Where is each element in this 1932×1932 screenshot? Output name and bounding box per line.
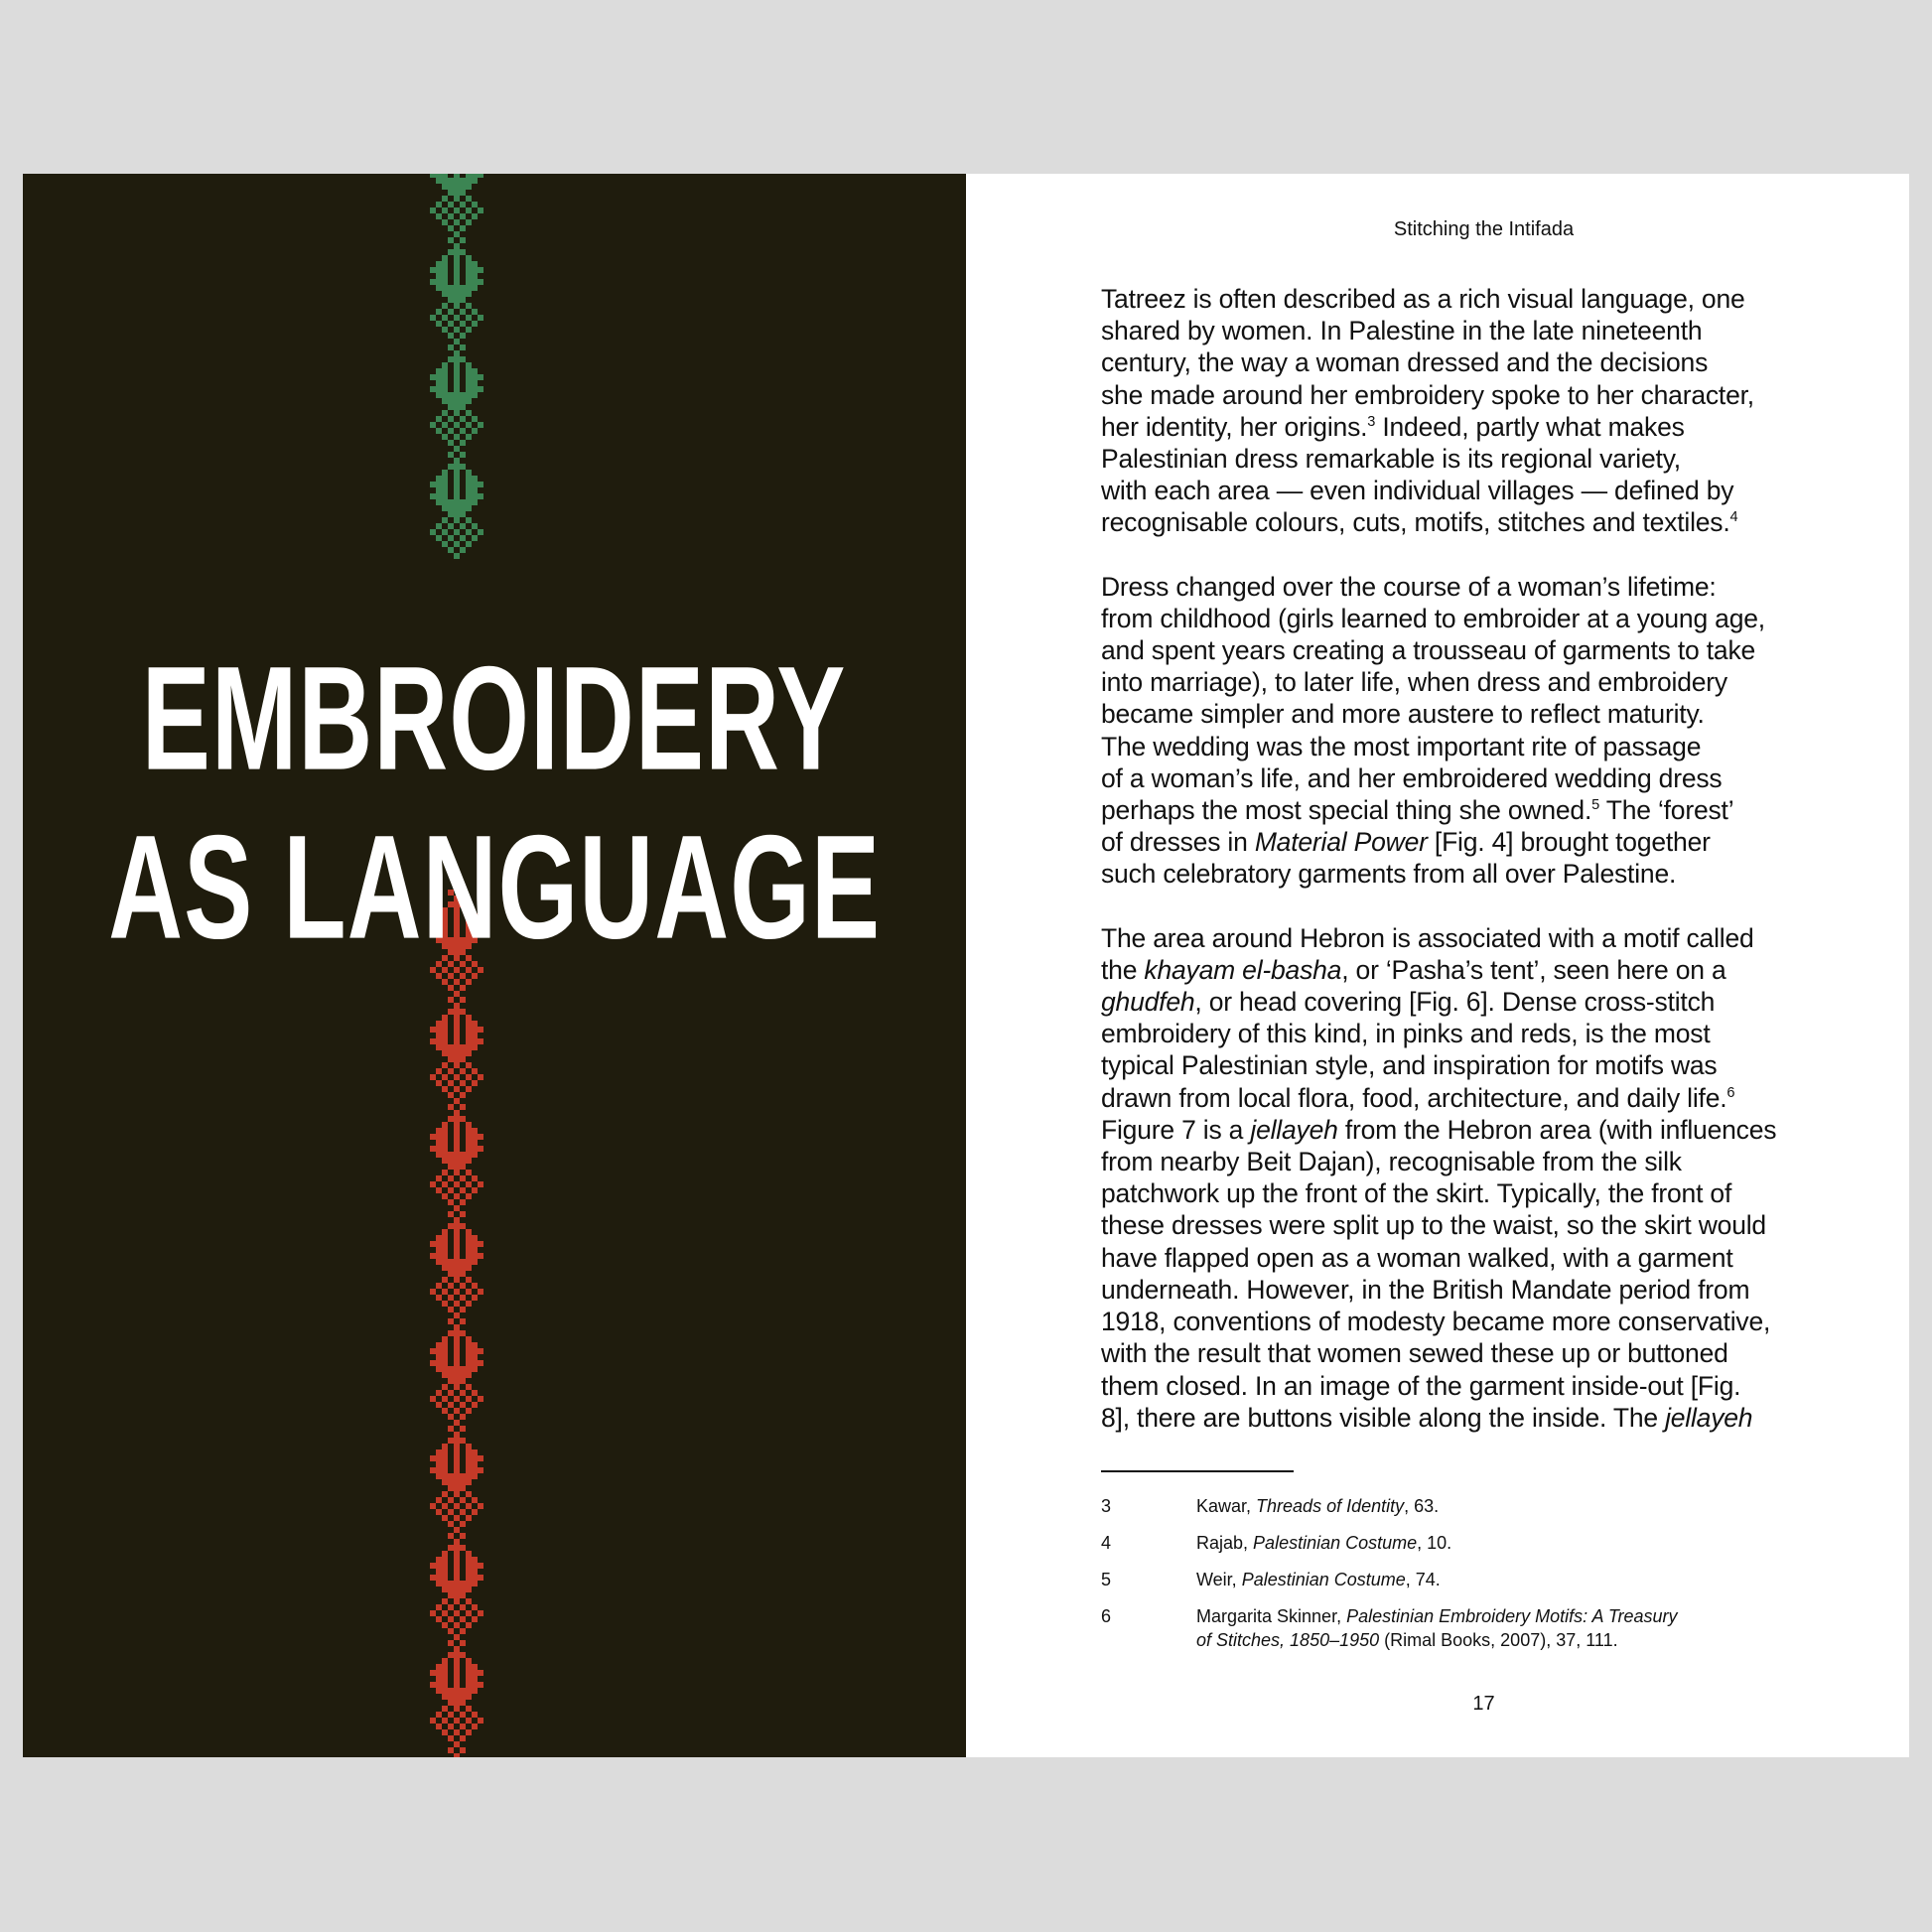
green-cross-stitch-motif	[430, 339, 483, 452]
paragraph-line	[1101, 603, 1856, 634]
text-segment: and spent years creating a trousseau of garments to take	[1101, 635, 1756, 666]
italic-text: jellayeh	[1250, 1114, 1338, 1145]
text-segment: she made around her embroidery spoke to her character,	[1101, 379, 1754, 410]
footnote-line	[1196, 1604, 1816, 1628]
footnote-text	[1196, 1531, 1816, 1555]
text-segment: shared by women. In Palestine in the late nineteenth	[1101, 316, 1703, 346]
red-cross-stitch-motif	[430, 1205, 483, 1318]
text-segment: of a woman’s life, and her embroidered wedding dress	[1101, 762, 1723, 793]
footnote-text	[1196, 1494, 1816, 1518]
text-segment: Figure 7 is a	[1101, 1114, 1251, 1145]
text-segment: Weir,	[1196, 1570, 1242, 1589]
paragraph-line	[1101, 411, 1856, 443]
footnote-number: 4	[1101, 1533, 1112, 1553]
paragraph-line	[1101, 698, 1856, 730]
paragraph-line	[1101, 475, 1856, 506]
paragraph-line	[1101, 1018, 1856, 1049]
footnote-ref: 4	[1729, 509, 1738, 526]
italic-text: khayam el-basha	[1144, 954, 1342, 985]
text-segment: from the Hebron area (with influences	[1337, 1114, 1777, 1145]
footnote-number: 3	[1101, 1496, 1112, 1516]
text-segment: perhaps the most special thing she owned.	[1101, 795, 1592, 826]
paragraph-line	[1101, 283, 1856, 315]
text-segment: The ‘forest’	[1599, 795, 1734, 826]
page-number: 17	[1472, 1693, 1495, 1715]
paragraph-line	[1101, 1370, 1856, 1402]
text-segment: them closed. In an image of the garment inside-out [Fig.	[1101, 1370, 1741, 1401]
footnote	[1101, 1604, 1816, 1652]
paragraph-line	[1101, 379, 1856, 411]
text-segment: Palestinian dress remarkable is its regional variety,	[1101, 444, 1681, 475]
paragraph-line	[1101, 1402, 1856, 1434]
italic-text: Material Power	[1254, 827, 1428, 858]
paragraph-line	[1101, 1274, 1856, 1306]
right-page	[966, 174, 1909, 1757]
footnote-number: 6	[1101, 1606, 1112, 1626]
footnote-ref: 5	[1591, 796, 1600, 813]
paragraph-line	[1101, 346, 1856, 378]
body-paragraph	[1101, 571, 1856, 891]
footnote-line	[1196, 1531, 1816, 1555]
text-segment: such celebratory garments from all over Palestine.	[1101, 859, 1677, 890]
left-page	[23, 174, 966, 1757]
body-text	[1101, 283, 1856, 1465]
text-segment: , 63.	[1404, 1496, 1440, 1516]
italic-text: jellayeh	[1665, 1402, 1753, 1433]
green-cross-stitch-motif	[430, 231, 483, 345]
footnote-number: 5	[1101, 1570, 1112, 1589]
paragraph-line	[1101, 571, 1856, 603]
paragraph-line	[1101, 315, 1856, 346]
text-segment: the	[1101, 954, 1145, 985]
text-segment: 1918, conventions of modesty became more conservative,	[1101, 1307, 1771, 1337]
body-paragraph	[1101, 922, 1856, 1434]
footnote-rule	[1101, 1470, 1294, 1472]
text-segment: Indeed, partly what makes	[1375, 411, 1685, 442]
text-segment: [Fig. 4] brought together	[1427, 827, 1711, 858]
italic-text: Palestinian Costume	[1241, 1570, 1406, 1589]
paragraph-line	[1101, 1337, 1856, 1369]
text-segment: these dresses were split up to the waist, so the skirt would	[1101, 1210, 1766, 1241]
running-head: Stitching the Intifada	[1393, 218, 1575, 240]
footnote	[1101, 1568, 1816, 1591]
paragraph-line	[1101, 443, 1856, 475]
footnote-text	[1196, 1604, 1816, 1652]
paragraph-line	[1101, 826, 1856, 858]
book-spread	[23, 174, 1909, 1757]
text-segment: The wedding was the most important rite of passage	[1101, 731, 1702, 761]
text-segment: (Rimal Books, 2007), 37, 111.	[1379, 1630, 1618, 1650]
text-segment: embroidery of this kind, in pinks and reds, is the most	[1101, 1019, 1711, 1049]
footnotes	[1101, 1494, 1816, 1665]
green-cross-stitch-motif	[430, 174, 483, 237]
heading-line-2: AS LANGUAGE	[107, 805, 881, 971]
text-segment: Margarita Skinner,	[1196, 1606, 1347, 1626]
text-segment: century, the way a woman dressed and the decisions	[1101, 347, 1709, 378]
paragraph-line	[1101, 1049, 1856, 1081]
text-segment: The area around Hebron is associated with a motif called	[1101, 922, 1754, 953]
paragraph-line	[1101, 1082, 1856, 1114]
text-segment: Kawar,	[1196, 1496, 1257, 1516]
italic-text: of Stitches, 1850–1950	[1196, 1630, 1380, 1650]
footnote-line	[1196, 1628, 1816, 1652]
section-heading	[23, 566, 966, 1042]
text-segment: , 74.	[1405, 1570, 1441, 1589]
green-cross-stitch-motif	[430, 446, 483, 559]
text-segment: her identity, her origins.	[1101, 411, 1368, 442]
text-segment: Tatreez is often described as a rich visual language, one	[1101, 284, 1745, 314]
text-segment: Rajab,	[1196, 1533, 1254, 1553]
text-segment: from childhood (girls learned to embroider at a young age,	[1101, 603, 1765, 633]
paragraph-line	[1101, 986, 1856, 1018]
text-segment: with the result that women sewed these up or buttoned	[1101, 1338, 1728, 1369]
text-segment: from nearby Beit Dajan), recognisable from the silk	[1101, 1147, 1682, 1177]
text-segment: , 10.	[1417, 1533, 1452, 1553]
heading-line-1: EMBROIDERY	[142, 636, 847, 802]
paragraph-line	[1101, 1209, 1856, 1241]
italic-text: Palestinian Costume	[1253, 1533, 1418, 1553]
text-segment: , or ‘Pasha’s tent’, seen here on a	[1341, 954, 1726, 985]
footnote-line	[1196, 1494, 1816, 1518]
paragraph-line	[1101, 954, 1856, 986]
text-segment: patchwork up the front of the skirt. Typically, the front of	[1101, 1178, 1732, 1209]
paragraph-line	[1101, 666, 1856, 698]
italic-text: Threads of Identity	[1256, 1496, 1405, 1516]
paragraph-line	[1101, 858, 1856, 890]
red-cross-stitch-motif	[430, 1098, 483, 1211]
text-segment: 8], there are buttons visible along the inside. The	[1101, 1402, 1666, 1433]
paragraph-line	[1101, 1177, 1856, 1209]
text-segment: Dress changed over the course of a woman’s lifetime:	[1101, 571, 1717, 602]
text-segment: with each area — even individual villages — defined by	[1101, 476, 1734, 506]
paragraph-line	[1101, 1114, 1856, 1146]
body-paragraph	[1101, 283, 1856, 539]
red-cross-stitch-motif	[430, 1527, 483, 1640]
text-segment: recognisable colours, cuts, motifs, stitches and textiles.	[1101, 507, 1730, 538]
text-segment: drawn from local flora, food, architecture, and daily life.	[1101, 1082, 1727, 1113]
italic-text: ghudfeh	[1101, 987, 1195, 1018]
paragraph-line	[1101, 506, 1856, 538]
paragraph-line	[1101, 922, 1856, 954]
paragraph-line	[1101, 794, 1856, 826]
text-segment: underneath. However, in the British Mandate period from	[1101, 1274, 1750, 1305]
footnote-text	[1196, 1568, 1816, 1591]
red-cross-stitch-motif	[430, 1634, 483, 1747]
paragraph-line	[1101, 1146, 1856, 1177]
red-cross-stitch-motif	[430, 1741, 483, 1757]
text-segment: became simpler and more austere to reflect maturity.	[1101, 699, 1705, 730]
text-segment: typical Palestinian style, and inspiration for motifs was	[1101, 1050, 1718, 1081]
red-cross-stitch-motif	[430, 1312, 483, 1426]
text-segment: into marriage), to later life, when dress and embroidery	[1101, 667, 1727, 698]
paragraph-line	[1101, 1306, 1856, 1337]
footnote	[1101, 1531, 1816, 1555]
paragraph-line	[1101, 1242, 1856, 1274]
text-segment: , or head covering [Fig. 6]. Dense cross-stitch	[1194, 987, 1716, 1018]
italic-text: Palestinian Embroidery Motifs: A Treasury	[1346, 1606, 1678, 1626]
paragraph-line	[1101, 634, 1856, 666]
footnote-line	[1196, 1568, 1816, 1591]
paragraph-line	[1101, 762, 1856, 794]
footnote	[1101, 1494, 1816, 1518]
text-segment: of dresses in	[1101, 827, 1255, 858]
footnote-ref: 3	[1367, 413, 1376, 430]
red-cross-stitch-motif	[430, 1420, 483, 1533]
text-segment: have flapped open as a woman walked, with a garment	[1101, 1242, 1733, 1273]
paragraph-line	[1101, 731, 1856, 762]
footnote-ref: 6	[1726, 1084, 1735, 1101]
